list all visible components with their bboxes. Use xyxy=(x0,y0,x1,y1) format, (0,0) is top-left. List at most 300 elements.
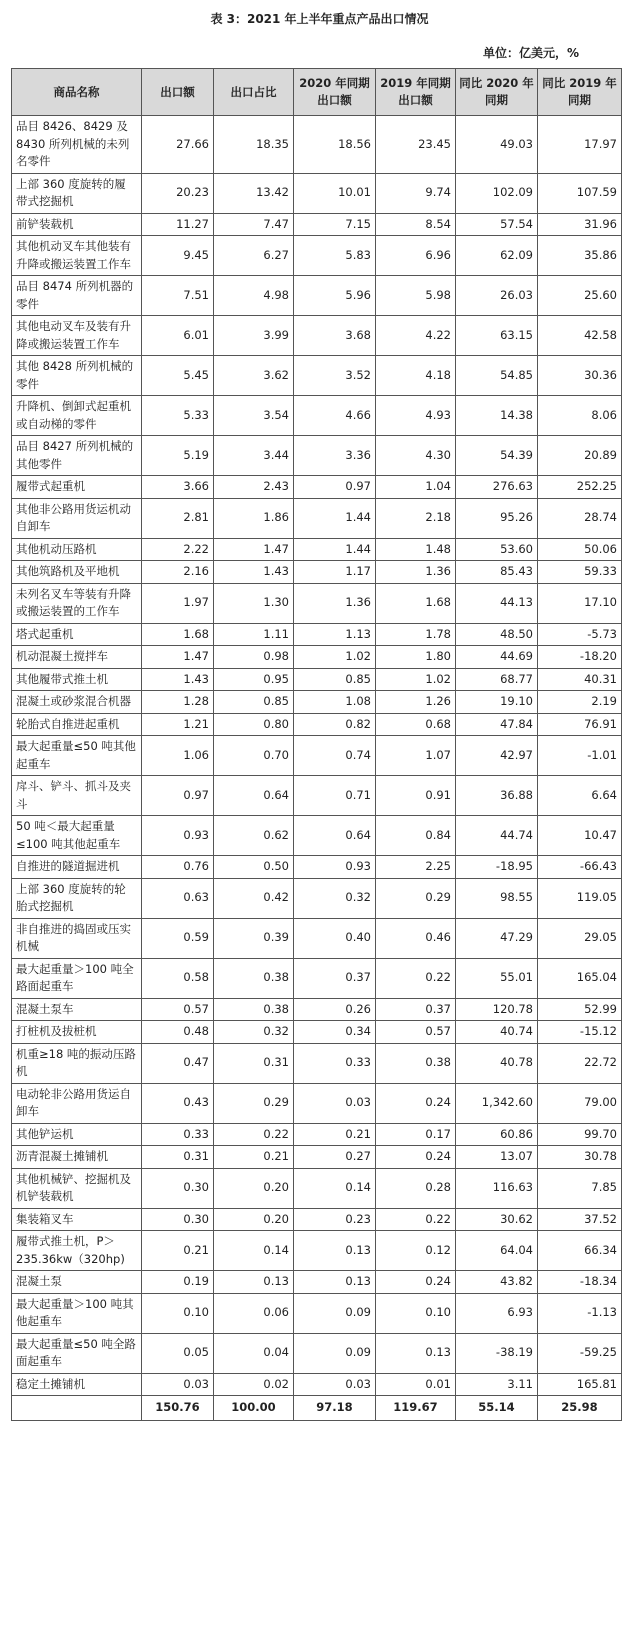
yoy-2020-cell: 276.63 xyxy=(456,476,538,499)
table-row xyxy=(12,1373,622,1396)
export-share-cell: 3.54 xyxy=(214,396,294,436)
yoy-2019-cell: 37.52 xyxy=(538,1208,622,1231)
product-name-cell: 集装箱叉车 xyxy=(12,1208,142,1231)
product-name-cell: 其他电动叉车及装有升降或搬运装置工作车 xyxy=(12,316,142,356)
value-2019-cell: 0.24 xyxy=(376,1146,456,1169)
value-2019-cell: 0.38 xyxy=(376,1043,456,1083)
product-name-cell: 戽斗、铲斗、抓斗及夹斗 xyxy=(12,776,142,816)
table-row xyxy=(12,498,622,538)
table-row xyxy=(12,1271,622,1294)
yoy-2020-cell: 47.29 xyxy=(456,918,538,958)
export-share-cell: 0.20 xyxy=(214,1168,294,1208)
export-share-cell: 7.47 xyxy=(214,213,294,236)
export-share-cell: 18.35 xyxy=(214,116,294,174)
export-value-cell: 3.66 xyxy=(142,476,214,499)
yoy-2020-cell: 95.26 xyxy=(456,498,538,538)
product-name-cell: 其他铲运机 xyxy=(12,1123,142,1146)
export-share-cell: 0.85 xyxy=(214,691,294,714)
table-row xyxy=(12,691,622,714)
export-value-cell: 0.19 xyxy=(142,1271,214,1294)
value-2020-cell: 0.32 xyxy=(294,878,376,918)
value-2020-cell: 3.68 xyxy=(294,316,376,356)
table-row xyxy=(12,236,622,276)
export-share-cell: 3.44 xyxy=(214,436,294,476)
export-value-cell: 0.63 xyxy=(142,878,214,918)
export-share-cell: 0.80 xyxy=(214,713,294,736)
product-name-cell: 最大起重量＞100 吨其他起重车 xyxy=(12,1293,142,1333)
yoy-2019-cell: -1.13 xyxy=(538,1293,622,1333)
export-share-cell: 0.38 xyxy=(214,998,294,1021)
export-value-cell: 0.76 xyxy=(142,856,214,879)
export-value-cell: 1.28 xyxy=(142,691,214,714)
yoy-2019-cell: 40.31 xyxy=(538,668,622,691)
yoy-2020-cell: 62.09 xyxy=(456,236,538,276)
value-2019-cell: 0.10 xyxy=(376,1293,456,1333)
value-2020-cell: 5.83 xyxy=(294,236,376,276)
export-share-cell: 0.14 xyxy=(214,1231,294,1271)
export-value-cell: 5.19 xyxy=(142,436,214,476)
table-row xyxy=(12,918,622,958)
export-share-cell: 1.47 xyxy=(214,538,294,561)
table-row xyxy=(12,583,622,623)
export-share-cell: 0.62 xyxy=(214,816,294,856)
yoy-2019-cell: 30.36 xyxy=(538,356,622,396)
value-2020-cell: 0.03 xyxy=(294,1373,376,1396)
table-row xyxy=(12,276,622,316)
export-value-cell: 0.33 xyxy=(142,1123,214,1146)
table-row xyxy=(12,356,622,396)
value-2019-cell: 0.28 xyxy=(376,1168,456,1208)
value-2019-cell: 8.54 xyxy=(376,213,456,236)
value-2020-cell: 0.34 xyxy=(294,1021,376,1044)
header-product-name: 商品名称 xyxy=(12,69,142,116)
export-value-cell: 1.06 xyxy=(142,736,214,776)
table-row xyxy=(12,213,622,236)
value-2020-cell: 1.44 xyxy=(294,498,376,538)
yoy-2020-cell: 44.69 xyxy=(456,646,538,669)
table-row xyxy=(12,396,622,436)
export-value-cell: 2.81 xyxy=(142,498,214,538)
table-row xyxy=(12,736,622,776)
export-value-cell: 5.33 xyxy=(142,396,214,436)
value-2020-cell: 0.21 xyxy=(294,1123,376,1146)
value-2020-cell: 0.71 xyxy=(294,776,376,816)
product-name-cell: 最大起重量＞100 吨全路面起重车 xyxy=(12,958,142,998)
yoy-2019-cell: 30.78 xyxy=(538,1146,622,1169)
yoy-2020-cell: 54.39 xyxy=(456,436,538,476)
product-name-cell: 最大起重量≤50 吨其他起重车 xyxy=(12,736,142,776)
yoy-2020-cell: 64.04 xyxy=(456,1231,538,1271)
value-2020-cell: 0.64 xyxy=(294,816,376,856)
yoy-2019-cell: 2.19 xyxy=(538,691,622,714)
value-2020-cell: 0.03 xyxy=(294,1083,376,1123)
export-share-cell: 4.98 xyxy=(214,276,294,316)
export-share-cell: 1.86 xyxy=(214,498,294,538)
yoy-2019-cell: -1.01 xyxy=(538,736,622,776)
table-row xyxy=(12,173,622,213)
product-name-cell: 品目 8427 所列机械的其他零件 xyxy=(12,436,142,476)
yoy-2020-cell: 85.43 xyxy=(456,561,538,584)
total-export-share-cell: 100.00 xyxy=(214,1396,294,1421)
table-row xyxy=(12,776,622,816)
table-row xyxy=(12,816,622,856)
value-2019-cell: 0.17 xyxy=(376,1123,456,1146)
value-2019-cell: 2.18 xyxy=(376,498,456,538)
table-row xyxy=(12,316,622,356)
value-2020-cell: 0.09 xyxy=(294,1333,376,1373)
export-value-cell: 0.31 xyxy=(142,1146,214,1169)
product-name-cell: 机重≥18 吨的振动压路机 xyxy=(12,1043,142,1083)
value-2020-cell: 1.17 xyxy=(294,561,376,584)
export-value-cell: 0.43 xyxy=(142,1083,214,1123)
table-row xyxy=(12,1208,622,1231)
value-2020-cell: 3.36 xyxy=(294,436,376,476)
yoy-2020-cell: 6.93 xyxy=(456,1293,538,1333)
export-share-cell: 0.02 xyxy=(214,1373,294,1396)
yoy-2020-cell: 3.11 xyxy=(456,1373,538,1396)
yoy-2019-cell: 7.85 xyxy=(538,1168,622,1208)
yoy-2019-cell: -18.34 xyxy=(538,1271,622,1294)
product-name-cell: 其他履带式推土机 xyxy=(12,668,142,691)
header-export-value: 出口额 xyxy=(142,69,214,116)
value-2020-cell: 0.74 xyxy=(294,736,376,776)
header-2019-value: 2019 年同期出口额 xyxy=(376,69,456,116)
value-2019-cell: 1.68 xyxy=(376,583,456,623)
value-2019-cell: 1.07 xyxy=(376,736,456,776)
header-export-share: 出口占比 xyxy=(214,69,294,116)
value-2020-cell: 0.97 xyxy=(294,476,376,499)
product-name-cell: 履带式起重机 xyxy=(12,476,142,499)
product-name-cell: 其他机动叉车其他装有升降或搬运装置工作车 xyxy=(12,236,142,276)
export-value-cell: 0.57 xyxy=(142,998,214,1021)
value-2020-cell: 5.96 xyxy=(294,276,376,316)
header-row xyxy=(12,69,622,116)
yoy-2019-cell: 28.74 xyxy=(538,498,622,538)
value-2019-cell: 0.13 xyxy=(376,1333,456,1373)
yoy-2020-cell: 53.60 xyxy=(456,538,538,561)
export-share-cell: 2.43 xyxy=(214,476,294,499)
export-share-cell: 0.13 xyxy=(214,1271,294,1294)
export-value-cell: 1.43 xyxy=(142,668,214,691)
yoy-2019-cell: 119.05 xyxy=(538,878,622,918)
yoy-2020-cell: 40.74 xyxy=(456,1021,538,1044)
value-2020-cell: 0.13 xyxy=(294,1231,376,1271)
export-value-cell: 27.66 xyxy=(142,116,214,174)
table-row xyxy=(12,436,622,476)
total-product-name-cell xyxy=(12,1396,142,1421)
value-2019-cell: 23.45 xyxy=(376,116,456,174)
export-share-cell: 0.39 xyxy=(214,918,294,958)
product-name-cell: 升降机、倒卸式起重机或自动梯的零件 xyxy=(12,396,142,436)
yoy-2019-cell: 59.33 xyxy=(538,561,622,584)
export-share-cell: 0.95 xyxy=(214,668,294,691)
value-2020-cell: 0.93 xyxy=(294,856,376,879)
product-name-cell: 品目 8426、8429 及 8430 所列机械的未列名零件 xyxy=(12,116,142,174)
yoy-2019-cell: 165.04 xyxy=(538,958,622,998)
product-name-cell: 稳定土摊铺机 xyxy=(12,1373,142,1396)
value-2019-cell: 4.30 xyxy=(376,436,456,476)
table-body xyxy=(12,116,622,1421)
yoy-2019-cell: 20.89 xyxy=(538,436,622,476)
export-share-cell: 6.27 xyxy=(214,236,294,276)
table-row xyxy=(12,1146,622,1169)
export-value-cell: 0.21 xyxy=(142,1231,214,1271)
export-share-cell: 0.64 xyxy=(214,776,294,816)
product-name-cell: 未列名叉车等装有升降或搬运装置的工作车 xyxy=(12,583,142,623)
table-row xyxy=(12,668,622,691)
value-2019-cell: 2.25 xyxy=(376,856,456,879)
product-name-cell: 非自推进的捣固或压实机械 xyxy=(12,918,142,958)
export-value-cell: 2.16 xyxy=(142,561,214,584)
table-row xyxy=(12,1083,622,1123)
value-2020-cell: 0.40 xyxy=(294,918,376,958)
product-name-cell: 电动轮非公路用货运自卸车 xyxy=(12,1083,142,1123)
value-2020-cell: 0.13 xyxy=(294,1271,376,1294)
yoy-2019-cell: 42.58 xyxy=(538,316,622,356)
export-value-cell: 0.30 xyxy=(142,1208,214,1231)
yoy-2019-cell: 6.64 xyxy=(538,776,622,816)
table-row xyxy=(12,713,622,736)
yoy-2020-cell: 13.07 xyxy=(456,1146,538,1169)
export-value-cell: 1.68 xyxy=(142,623,214,646)
value-2019-cell: 0.37 xyxy=(376,998,456,1021)
yoy-2020-cell: 43.82 xyxy=(456,1271,538,1294)
value-2020-cell: 0.23 xyxy=(294,1208,376,1231)
export-value-cell: 2.22 xyxy=(142,538,214,561)
total-value-2020-cell: 97.18 xyxy=(294,1396,376,1421)
export-share-cell: 0.06 xyxy=(214,1293,294,1333)
yoy-2020-cell: 19.10 xyxy=(456,691,538,714)
table-row xyxy=(12,1123,622,1146)
value-2020-cell: 7.15 xyxy=(294,213,376,236)
product-name-cell: 其他机械铲、挖掘机及机铲装载机 xyxy=(12,1168,142,1208)
yoy-2020-cell: 1,342.60 xyxy=(456,1083,538,1123)
total-value-2019-cell: 119.67 xyxy=(376,1396,456,1421)
yoy-2019-cell: -5.73 xyxy=(538,623,622,646)
table-row xyxy=(12,1021,622,1044)
product-name-cell: 上部 360 度旋转的轮胎式挖掘机 xyxy=(12,878,142,918)
export-value-cell: 1.21 xyxy=(142,713,214,736)
product-name-cell: 上部 360 度旋转的履带式挖掘机 xyxy=(12,173,142,213)
export-value-cell: 0.59 xyxy=(142,918,214,958)
product-name-cell: 履带式推土机，P＞235.36kw（320hp) xyxy=(12,1231,142,1271)
export-value-cell: 0.03 xyxy=(142,1373,214,1396)
export-share-cell: 0.29 xyxy=(214,1083,294,1123)
value-2020-cell: 1.13 xyxy=(294,623,376,646)
yoy-2019-cell: 17.10 xyxy=(538,583,622,623)
product-name-cell: 其他筑路机及平地机 xyxy=(12,561,142,584)
yoy-2020-cell: 42.97 xyxy=(456,736,538,776)
export-value-cell: 9.45 xyxy=(142,236,214,276)
value-2019-cell: 0.22 xyxy=(376,1208,456,1231)
product-name-cell: 塔式起重机 xyxy=(12,623,142,646)
export-share-cell: 0.98 xyxy=(214,646,294,669)
header-2020-value: 2020 年同期出口额 xyxy=(294,69,376,116)
value-2020-cell: 1.36 xyxy=(294,583,376,623)
yoy-2020-cell: 48.50 xyxy=(456,623,538,646)
yoy-2020-cell: 26.03 xyxy=(456,276,538,316)
export-share-cell: 0.32 xyxy=(214,1021,294,1044)
value-2019-cell: 0.57 xyxy=(376,1021,456,1044)
yoy-2019-cell: 29.05 xyxy=(538,918,622,958)
value-2020-cell: 0.82 xyxy=(294,713,376,736)
product-name-cell: 混凝土或砂浆混合机器 xyxy=(12,691,142,714)
value-2020-cell: 0.85 xyxy=(294,668,376,691)
yoy-2019-cell: 31.96 xyxy=(538,213,622,236)
table-row xyxy=(12,1293,622,1333)
yoy-2020-cell: 57.54 xyxy=(456,213,538,236)
yoy-2019-cell: 50.06 xyxy=(538,538,622,561)
export-share-cell: 3.62 xyxy=(214,356,294,396)
value-2020-cell: 0.14 xyxy=(294,1168,376,1208)
table-row xyxy=(12,958,622,998)
value-2019-cell: 5.98 xyxy=(376,276,456,316)
value-2020-cell: 3.52 xyxy=(294,356,376,396)
yoy-2020-cell: 44.74 xyxy=(456,816,538,856)
yoy-2020-cell: 30.62 xyxy=(456,1208,538,1231)
yoy-2019-cell: 22.72 xyxy=(538,1043,622,1083)
value-2020-cell: 1.02 xyxy=(294,646,376,669)
header-yoy-2020: 同比 2020 年同期 xyxy=(456,69,538,116)
value-2020-cell: 0.27 xyxy=(294,1146,376,1169)
yoy-2020-cell: 36.88 xyxy=(456,776,538,816)
yoy-2019-cell: 79.00 xyxy=(538,1083,622,1123)
yoy-2019-cell: -66.43 xyxy=(538,856,622,879)
product-name-cell: 其他机动压路机 xyxy=(12,538,142,561)
value-2020-cell: 1.08 xyxy=(294,691,376,714)
yoy-2020-cell: 40.78 xyxy=(456,1043,538,1083)
yoy-2019-cell: 25.60 xyxy=(538,276,622,316)
product-name-cell: 自推进的隧道掘进机 xyxy=(12,856,142,879)
table-row xyxy=(12,1043,622,1083)
yoy-2019-cell: -59.25 xyxy=(538,1333,622,1373)
export-value-cell: 0.97 xyxy=(142,776,214,816)
value-2019-cell: 0.46 xyxy=(376,918,456,958)
product-name-cell: 其他非公路用货运机动自卸车 xyxy=(12,498,142,538)
product-name-cell: 其他 8428 所列机械的零件 xyxy=(12,356,142,396)
yoy-2020-cell: 120.78 xyxy=(456,998,538,1021)
product-name-cell: 最大起重量≤50 吨全路面起重车 xyxy=(12,1333,142,1373)
product-name-cell: 机动混凝土搅拌车 xyxy=(12,646,142,669)
yoy-2020-cell: 47.84 xyxy=(456,713,538,736)
value-2019-cell: 4.22 xyxy=(376,316,456,356)
product-name-cell: 沥青混凝土摊铺机 xyxy=(12,1146,142,1169)
export-share-cell: 3.99 xyxy=(214,316,294,356)
table-title: 表 3：2021 年上半年重点产品出口情况 xyxy=(210,12,429,26)
yoy-2020-cell: -38.19 xyxy=(456,1333,538,1373)
export-value-cell: 20.23 xyxy=(142,173,214,213)
table-row xyxy=(12,646,622,669)
yoy-2019-cell: -18.20 xyxy=(538,646,622,669)
export-value-cell: 0.47 xyxy=(142,1043,214,1083)
yoy-2019-cell: -15.12 xyxy=(538,1021,622,1044)
total-export-value-cell: 150.76 xyxy=(142,1396,214,1421)
yoy-2020-cell: 54.85 xyxy=(456,356,538,396)
yoy-2020-cell: 14.38 xyxy=(456,396,538,436)
value-2020-cell: 10.01 xyxy=(294,173,376,213)
table-row xyxy=(12,1231,622,1271)
yoy-2019-cell: 35.86 xyxy=(538,236,622,276)
yoy-2019-cell: 165.81 xyxy=(538,1373,622,1396)
yoy-2020-cell: -18.95 xyxy=(456,856,538,879)
yoy-2019-cell: 252.25 xyxy=(538,476,622,499)
yoy-2019-cell: 99.70 xyxy=(538,1123,622,1146)
value-2020-cell: 0.09 xyxy=(294,1293,376,1333)
total-yoy-2019-cell: 25.98 xyxy=(538,1396,622,1421)
export-value-cell: 11.27 xyxy=(142,213,214,236)
value-2019-cell: 0.29 xyxy=(376,878,456,918)
yoy-2020-cell: 49.03 xyxy=(456,116,538,174)
yoy-2019-cell: 10.47 xyxy=(538,816,622,856)
value-2019-cell: 6.96 xyxy=(376,236,456,276)
value-2019-cell: 1.48 xyxy=(376,538,456,561)
yoy-2019-cell: 8.06 xyxy=(538,396,622,436)
table-row xyxy=(12,116,622,174)
yoy-2020-cell: 44.13 xyxy=(456,583,538,623)
value-2019-cell: 1.26 xyxy=(376,691,456,714)
yoy-2019-cell: 107.59 xyxy=(538,173,622,213)
export-share-cell: 1.43 xyxy=(214,561,294,584)
table-row xyxy=(12,998,622,1021)
value-2019-cell: 1.80 xyxy=(376,646,456,669)
yoy-2019-cell: 52.99 xyxy=(538,998,622,1021)
export-value-cell: 6.01 xyxy=(142,316,214,356)
value-2020-cell: 0.33 xyxy=(294,1043,376,1083)
yoy-2020-cell: 116.63 xyxy=(456,1168,538,1208)
product-name-cell: 50 吨＜最大起重量≤100 吨其他起重车 xyxy=(12,816,142,856)
value-2019-cell: 0.91 xyxy=(376,776,456,816)
yoy-2019-cell: 66.34 xyxy=(538,1231,622,1271)
product-name-cell: 混凝土泵 xyxy=(12,1271,142,1294)
value-2019-cell: 4.93 xyxy=(376,396,456,436)
table-row xyxy=(12,561,622,584)
product-name-cell: 品目 8474 所列机器的零件 xyxy=(12,276,142,316)
value-2019-cell: 1.78 xyxy=(376,623,456,646)
export-value-cell: 0.05 xyxy=(142,1333,214,1373)
yoy-2020-cell: 63.15 xyxy=(456,316,538,356)
export-share-cell: 1.11 xyxy=(214,623,294,646)
product-name-cell: 打桩机及拔桩机 xyxy=(12,1021,142,1044)
yoy-2020-cell: 60.86 xyxy=(456,1123,538,1146)
product-name-cell: 前铲装载机 xyxy=(12,213,142,236)
value-2019-cell: 0.24 xyxy=(376,1083,456,1123)
export-share-cell: 0.20 xyxy=(214,1208,294,1231)
value-2019-cell: 4.18 xyxy=(376,356,456,396)
export-value-cell: 0.93 xyxy=(142,816,214,856)
value-2019-cell: 1.04 xyxy=(376,476,456,499)
export-value-cell: 0.30 xyxy=(142,1168,214,1208)
export-share-cell: 0.22 xyxy=(214,1123,294,1146)
table-row xyxy=(12,1333,622,1373)
export-value-cell: 0.48 xyxy=(142,1021,214,1044)
value-2019-cell: 0.22 xyxy=(376,958,456,998)
table-row xyxy=(12,623,622,646)
table-row xyxy=(12,856,622,879)
header-yoy-2019: 同比 2019 年同期 xyxy=(538,69,622,116)
export-share-cell: 0.50 xyxy=(214,856,294,879)
export-share-cell: 13.42 xyxy=(214,173,294,213)
yoy-2019-cell: 17.97 xyxy=(538,116,622,174)
export-share-cell: 0.21 xyxy=(214,1146,294,1169)
value-2019-cell: 1.02 xyxy=(376,668,456,691)
value-2019-cell: 0.12 xyxy=(376,1231,456,1271)
yoy-2020-cell: 98.55 xyxy=(456,878,538,918)
unit-label: 单位：亿美元，% xyxy=(482,46,579,60)
export-value-cell: 0.58 xyxy=(142,958,214,998)
export-share-cell: 0.42 xyxy=(214,878,294,918)
table-row xyxy=(12,878,622,918)
export-value-cell: 7.51 xyxy=(142,276,214,316)
